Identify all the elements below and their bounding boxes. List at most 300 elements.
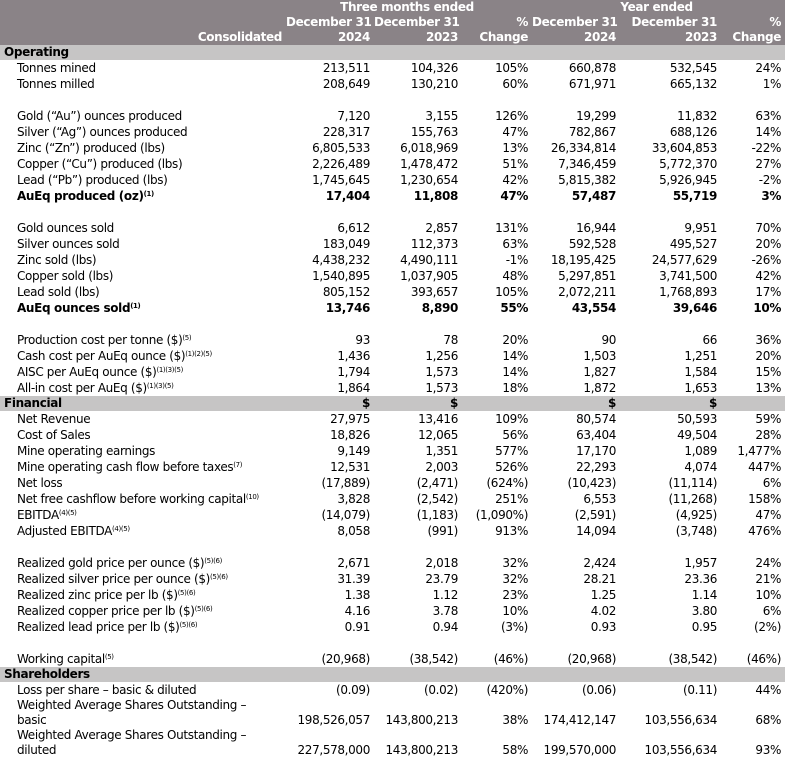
table-row-cash-cost-per-aueq-ounce xyxy=(0,348,785,364)
spacer-row xyxy=(0,316,785,332)
table-row-weighted-average-shares-outstanding-diluted xyxy=(0,728,785,758)
header-row-dates xyxy=(0,15,785,30)
table-row-silver-ounces-sold xyxy=(0,236,785,252)
cell-fy-change: 24% xyxy=(755,555,782,570)
col-header-q4-2024-date: December 31 xyxy=(286,15,374,30)
cell-fy-2024: 660,878 xyxy=(568,60,617,75)
cell-fy-2024: 4.02 xyxy=(590,603,617,618)
spacer-row xyxy=(0,92,785,108)
row-label xyxy=(0,651,286,667)
cell-q-change: 48% xyxy=(502,268,529,283)
cell-q4-2023: 143,800,213 xyxy=(385,713,458,727)
cell-q4-2023: 1,573 xyxy=(425,364,458,379)
cell-q4-2024: 8,058 xyxy=(337,523,370,538)
section-cell xyxy=(532,667,620,682)
section-cell xyxy=(721,45,785,60)
cell-q4-2023: 6,018,969 xyxy=(400,140,458,155)
cell-fy-2023: 50,593 xyxy=(677,411,718,426)
row-label-text: Realized lead price per lb ($) xyxy=(17,619,180,634)
cell-fy-2024: 782,867 xyxy=(568,124,617,139)
cell-q4-2023: 1,037,905 xyxy=(400,268,458,283)
row-label xyxy=(0,76,286,92)
cell-q4-2024: 1,436 xyxy=(337,348,370,363)
cell-q4-2023: 1,351 xyxy=(425,443,458,458)
cell-q-change: 63% xyxy=(502,236,529,251)
cell-q-change: (46%) xyxy=(493,651,529,666)
table-row-cost-of-sales xyxy=(0,427,785,443)
cell-q-change: 131% xyxy=(495,220,529,235)
cell-q-change: 913% xyxy=(495,523,529,538)
cell-fy-2023: 3.80 xyxy=(691,603,718,618)
cell-q4-2023: 112,373 xyxy=(410,236,458,251)
cell-fy-2023: 5,772,370 xyxy=(659,156,718,171)
cell-fy-change: 158% xyxy=(748,491,782,506)
footnote-ref: (5)(6) xyxy=(179,620,198,629)
cell-fy-2024: (0.06) xyxy=(582,682,617,697)
row-label xyxy=(0,332,286,348)
cell-q-change: 18% xyxy=(502,380,529,395)
cell-fy-2023: 49,504 xyxy=(677,427,718,442)
row-label-text: Cash cost per AuEq ounce ($) xyxy=(17,348,186,363)
table-row-realized-silver-price-per-ounce xyxy=(0,571,785,587)
cell-fy-2024: 592,528 xyxy=(568,236,617,251)
cell-fy-2023: 11,832 xyxy=(677,108,718,123)
cell-fy-2024: 5,297,851 xyxy=(558,268,617,283)
cell-q4-2023: 78 xyxy=(443,332,458,347)
table-row-lead-sold-lbs xyxy=(0,284,785,300)
section-cell xyxy=(532,45,620,60)
cell-fy-2023: 103,556,634 xyxy=(644,713,718,727)
cell-fy-2023: 495,527 xyxy=(669,236,718,251)
row-label-text: Net Revenue xyxy=(17,411,91,426)
cell-fy-change: 24% xyxy=(755,60,782,75)
table-row-weighted-average-shares-outstanding-basic xyxy=(0,698,785,728)
cell-q-change: 251% xyxy=(495,491,529,506)
cell-fy-2024: 6,553 xyxy=(583,491,617,506)
cell-fy-2023: 688,126 xyxy=(669,124,718,139)
row-label-text: Silver (“Ag”) ounces produced xyxy=(17,124,188,139)
cell-q-change: 105% xyxy=(495,60,529,75)
cell-fy-change: 13% xyxy=(755,380,782,395)
cell-fy-2023: 4,074 xyxy=(684,459,718,474)
cell-fy-change: 447% xyxy=(748,459,782,474)
row-label-text: Gold ounces sold xyxy=(17,220,114,235)
cell-fy-change: 59% xyxy=(755,411,782,426)
section-unit-q-change xyxy=(462,396,532,411)
section-shareholders xyxy=(0,667,785,682)
row-label xyxy=(0,268,286,284)
cell-fy-2024: 174,412,147 xyxy=(543,713,617,727)
cell-fy-change: 10% xyxy=(753,300,782,315)
cell-q-change: 126% xyxy=(495,108,529,123)
cell-q-change: 20% xyxy=(502,332,529,347)
cell-q4-2023: 143,800,213 xyxy=(385,743,458,757)
section-cell xyxy=(286,667,374,682)
row-label xyxy=(0,603,286,619)
table-row-production-cost-per-tonne xyxy=(0,332,785,348)
cell-fy-2023: 1.14 xyxy=(691,587,718,602)
table-row-copper-cu-produced-lbs xyxy=(0,156,785,172)
row-label-line2: diluted xyxy=(17,743,57,757)
cell-q4-2024: 208,649 xyxy=(322,76,370,91)
cell-fy-change: 6% xyxy=(762,603,782,618)
cell-q4-2024: 805,152 xyxy=(322,284,370,299)
table-row-lead-pb-produced-lbs xyxy=(0,172,785,188)
cell-q4-2024: 198,526,057 xyxy=(297,713,370,727)
cell-fy-change: 15% xyxy=(755,364,782,379)
footnote-ref: (1) xyxy=(143,189,154,198)
cell-fy-2024: 16,944 xyxy=(576,220,617,235)
row-label xyxy=(0,156,286,172)
cell-fy-2023: 1,584 xyxy=(684,364,718,379)
cell-fy-2024: 1,503 xyxy=(583,348,617,363)
col-header-fy-2024-year: 2024 xyxy=(532,30,620,45)
table-row-zinc-zn-produced-lbs xyxy=(0,140,785,156)
row-label-text: Adjusted EBITDA xyxy=(17,523,112,538)
row-label xyxy=(0,124,286,140)
cell-q4-2023: 393,657 xyxy=(410,284,458,299)
cell-q4-2023: 1.12 xyxy=(432,587,458,602)
cell-fy-2023: 9,951 xyxy=(684,220,718,235)
row-label xyxy=(0,728,286,758)
spacer-row xyxy=(0,539,785,555)
cell-q-change: (420%) xyxy=(486,682,529,697)
row-label-text: Copper sold (lbs) xyxy=(17,268,114,283)
row-label xyxy=(0,108,286,124)
cell-fy-2024: 17,170 xyxy=(576,443,617,458)
cell-q-change: 38% xyxy=(502,713,529,727)
cell-q4-2024: 1.38 xyxy=(344,587,370,602)
cell-fy-2023: 3,741,500 xyxy=(659,268,718,283)
row-label xyxy=(0,619,286,635)
cell-fy-change: 68% xyxy=(755,713,782,727)
section-financial xyxy=(0,396,785,411)
cell-fy-2024: 18,195,425 xyxy=(550,252,617,267)
cell-q-change: 58% xyxy=(502,743,529,757)
cell-q-change: 47% xyxy=(502,124,529,139)
cell-fy-2023: 1,653 xyxy=(684,380,718,395)
cell-fy-2024: 671,971 xyxy=(568,76,617,91)
cell-fy-2024: (2,591) xyxy=(574,507,617,522)
cell-q4-2023: (2,471) xyxy=(416,475,458,490)
row-label xyxy=(0,220,286,236)
row-label xyxy=(0,427,286,443)
cell-q4-2023: 2,857 xyxy=(425,220,458,235)
cell-q4-2024: 183,049 xyxy=(322,236,370,251)
row-label xyxy=(0,698,286,728)
cell-fy-2023: 1,251 xyxy=(684,348,718,363)
footnote-ref: (1)(3)(5) xyxy=(146,381,174,390)
row-label xyxy=(0,348,286,364)
cell-q-change: 56% xyxy=(502,427,529,442)
row-label xyxy=(0,60,286,76)
cell-fy-2023: (11,114) xyxy=(668,475,718,490)
row-label-text: Silver ounces sold xyxy=(17,236,120,251)
footnote-ref: (5)(6) xyxy=(177,588,196,597)
section-operating xyxy=(0,45,785,60)
row-label-text: Tonnes milled xyxy=(17,76,95,91)
cell-q4-2024: 4.16 xyxy=(344,603,370,618)
row-label xyxy=(0,380,286,396)
cell-fy-2023: (38,542) xyxy=(668,651,718,666)
cell-fy-2024: 2,424 xyxy=(583,555,617,570)
cell-q-change: (624%) xyxy=(486,475,529,490)
cell-fy-change: (46%) xyxy=(746,651,782,666)
cell-fy-change: (2%) xyxy=(754,619,782,634)
cell-fy-2023: (0.11) xyxy=(683,682,718,697)
cell-fy-2024: 1,827 xyxy=(583,364,617,379)
row-label-text: Loss per share – basic & diluted xyxy=(17,682,197,697)
cell-fy-2024: 14,094 xyxy=(576,523,617,538)
row-label xyxy=(0,571,286,587)
cell-fy-2024: 80,574 xyxy=(576,411,617,426)
cell-q4-2023: 12,065 xyxy=(418,427,458,442)
cell-fy-2024: 2,072,211 xyxy=(558,284,617,299)
row-label-text: All-in cost per AuEq ($) xyxy=(17,380,147,395)
cell-fy-change: 21% xyxy=(755,571,782,586)
consolidated-label: Consolidated xyxy=(0,30,286,45)
table-row-ebitda xyxy=(0,507,785,523)
cell-fy-2024: (10,423) xyxy=(567,475,617,490)
cell-fy-2023: 66 xyxy=(702,332,718,347)
cell-fy-change: -26% xyxy=(751,252,782,267)
cell-q4-2024: 4,438,232 xyxy=(312,252,370,267)
row-label xyxy=(0,507,286,523)
cell-q4-2024: 1,540,895 xyxy=(312,268,370,283)
cell-q4-2024: 17,404 xyxy=(325,188,370,203)
col-header-fy-2024-date: December 31 xyxy=(532,15,620,30)
cell-q4-2023: 23.79 xyxy=(425,571,458,586)
cell-fy-2023: 1,768,893 xyxy=(659,284,718,299)
cell-q4-2024: 6,612 xyxy=(337,220,370,235)
cell-q-change: 109% xyxy=(495,411,529,426)
section-label: Operating xyxy=(0,45,286,60)
cell-q4-2023: 2,003 xyxy=(425,459,458,474)
row-label-text: Net free cashflow before working capital xyxy=(17,491,246,506)
table-row-net-revenue xyxy=(0,411,785,427)
col-header-fy-change-pct: % xyxy=(721,15,785,30)
table-row-tonnes-milled xyxy=(0,76,785,92)
table-row-realized-zinc-price-per-lb xyxy=(0,587,785,603)
cell-q4-2023: 1,478,472 xyxy=(400,156,458,171)
cell-q4-2024: 12,531 xyxy=(330,459,370,474)
cell-fy-2024: 0.93 xyxy=(590,619,617,634)
section-cell xyxy=(286,45,374,60)
row-label-text: Cost of Sales xyxy=(17,427,91,442)
cell-fy-2023: 39,646 xyxy=(672,300,718,315)
cell-q4-2023: 2,018 xyxy=(425,555,458,570)
cell-fy-change: 20% xyxy=(755,236,782,251)
footnote-ref: (5)(6) xyxy=(210,572,228,581)
cell-fy-change: 6% xyxy=(762,475,782,490)
cell-q4-2023: 1,230,654 xyxy=(400,172,458,187)
section-cell xyxy=(620,45,721,60)
cell-q4-2023: (2,542) xyxy=(416,491,458,506)
section-unit-q4-2024: $ xyxy=(286,396,374,411)
col-header-q4-2023-date: December 31 xyxy=(374,15,462,30)
cell-q-change: (1,090%) xyxy=(475,507,529,522)
cell-q4-2024: 93 xyxy=(355,332,370,347)
row-label-text: Lead (“Pb”) produced (lbs) xyxy=(17,172,168,187)
col-header-q4-2023-year: 2023 xyxy=(374,30,462,45)
row-label xyxy=(0,523,286,539)
cell-fy-2023: (4,925) xyxy=(675,507,718,522)
table-row-aueq-ounces-sold xyxy=(0,300,785,316)
footnote-ref: (10) xyxy=(245,492,259,501)
cell-q4-2023: 4,490,111 xyxy=(400,252,458,267)
cell-fy-2023: (3,748) xyxy=(675,523,718,538)
table-row-mine-operating-cash-flow-before-taxes xyxy=(0,459,785,475)
cell-fy-2024: 28.21 xyxy=(583,571,617,586)
cell-q4-2023: 1,573 xyxy=(425,380,458,395)
table-row-gold-au-ounces-produced xyxy=(0,108,785,124)
cell-fy-2024: 43,554 xyxy=(571,300,617,315)
cell-q4-2024: (0.09) xyxy=(336,682,370,697)
cell-fy-change: 476% xyxy=(748,523,782,538)
cell-fy-2024: 199,570,000 xyxy=(543,743,617,757)
cell-fy-change: 28% xyxy=(755,427,782,442)
cell-fy-change: 27% xyxy=(755,156,782,171)
cell-fy-2023: 24,577,629 xyxy=(651,252,718,267)
table-row-net-free-cashflow-before-working-capital xyxy=(0,491,785,507)
cell-q4-2024: 3,828 xyxy=(337,491,370,506)
cell-q4-2023: 1,256 xyxy=(425,348,458,363)
cell-q4-2023: 3.78 xyxy=(432,603,458,618)
cell-fy-2023: 103,556,634 xyxy=(644,743,718,757)
section-label: Financial xyxy=(0,396,286,411)
table-row-gold-ounces-sold xyxy=(0,220,785,236)
row-label-text: EBITDA xyxy=(17,507,59,522)
row-label xyxy=(0,252,286,268)
cell-fy-2024: 57,487 xyxy=(571,188,617,203)
row-label xyxy=(0,587,286,603)
cell-fy-2023: 1,957 xyxy=(684,555,718,570)
cell-fy-2024: 22,293 xyxy=(576,459,617,474)
row-label-text: Production cost per tonne ($) xyxy=(17,332,183,347)
table-row-adjusted-ebitda xyxy=(0,523,785,539)
cell-fy-change: -2% xyxy=(758,172,782,187)
section-cell xyxy=(462,667,532,682)
cell-fy-2024: 26,334,814 xyxy=(550,140,617,155)
footnote-ref: (5)(6) xyxy=(204,556,222,565)
footnote-ref: (1)(3)(5) xyxy=(156,365,184,374)
cell-fy-change: 20% xyxy=(755,348,782,363)
row-label-text: Mine operating earnings xyxy=(17,443,156,458)
cell-fy-2023: 1,089 xyxy=(684,443,718,458)
section-unit-fy-2023: $ xyxy=(620,396,721,411)
cell-fy-change: 3% xyxy=(761,188,782,203)
footnote-ref: (5) xyxy=(104,652,114,661)
row-label-text: AISC per AuEq ounce ($) xyxy=(17,364,157,379)
cell-fy-change: 10% xyxy=(755,587,782,602)
cell-q-change: 47% xyxy=(500,188,529,203)
row-label xyxy=(0,475,286,491)
cell-q-change: 526% xyxy=(495,459,529,474)
cell-fy-change: 63% xyxy=(755,108,782,123)
row-label-text: Realized gold price per ounce ($) xyxy=(17,555,205,570)
cell-q4-2023: 0.94 xyxy=(432,619,458,634)
section-unit-fy-change xyxy=(721,396,785,411)
row-label-text: Copper (“Cu”) produced (lbs) xyxy=(17,156,183,171)
cell-q4-2023: 3,155 xyxy=(425,108,458,123)
row-label-text: Lead sold (lbs) xyxy=(17,284,100,299)
row-label-text: Realized copper price per lb ($) xyxy=(17,603,195,618)
cell-q4-2024: 31.39 xyxy=(337,571,370,586)
cell-q-change: 60% xyxy=(502,76,529,91)
col-header-fy-2023-year: 2023 xyxy=(620,30,721,45)
row-label xyxy=(0,364,286,380)
cell-q4-2023: 155,763 xyxy=(410,124,458,139)
cell-fy-2023: 0.95 xyxy=(691,619,718,634)
cell-fy-change: 47% xyxy=(755,507,782,522)
footnote-ref: (7) xyxy=(233,460,243,469)
cell-fy-2024: (20,968) xyxy=(567,651,617,666)
cell-fy-2023: 665,132 xyxy=(669,76,718,91)
row-label-line1: Weighted Average Shares Outstanding – xyxy=(17,728,247,742)
row-label xyxy=(0,140,286,156)
cell-q4-2024: 7,120 xyxy=(337,108,370,123)
cell-q-change: 105% xyxy=(495,284,529,299)
section-cell xyxy=(462,45,532,60)
cell-q4-2024: 1,864 xyxy=(337,380,370,395)
table-row-mine-operating-earnings xyxy=(0,443,785,459)
cell-q4-2024: (20,968) xyxy=(321,651,370,666)
cell-q4-2024: 228,317 xyxy=(322,124,370,139)
row-label-text: Working capital xyxy=(17,651,105,666)
cell-q4-2024: 0.91 xyxy=(344,619,370,634)
cell-fy-change: 1% xyxy=(762,76,782,91)
row-label-text: Net loss xyxy=(17,475,63,490)
cell-fy-2023: 55,719 xyxy=(672,188,718,203)
cell-q4-2024: 213,511 xyxy=(322,60,370,75)
col-header-q-change: Change xyxy=(462,30,532,45)
section-cell xyxy=(721,667,785,682)
cell-q-change: 51% xyxy=(502,156,529,171)
row-label xyxy=(0,188,286,204)
cell-q4-2023: (1,183) xyxy=(416,507,458,522)
section-cell xyxy=(620,667,721,682)
row-label-text: Mine operating cash flow before taxes xyxy=(17,459,234,474)
table-row-silver-ag-ounces-produced xyxy=(0,124,785,140)
cell-q4-2024: 18,826 xyxy=(330,427,370,442)
year-ended-header: Year ended xyxy=(532,0,785,15)
cell-fy-2023: 23.36 xyxy=(684,571,718,586)
row-label-line1: Weighted Average Shares Outstanding – xyxy=(17,698,247,712)
table-row-aueq-produced-oz xyxy=(0,188,785,204)
cell-fy-change: 44% xyxy=(755,682,782,697)
row-label-text: AuEq ounces sold xyxy=(17,300,131,315)
table-row-tonnes-mined xyxy=(0,60,785,76)
footnote-ref: (4)(5) xyxy=(112,524,130,533)
cell-fy-2024: 19,299 xyxy=(576,108,617,123)
cell-fy-2024: 90 xyxy=(601,332,617,347)
table-row-copper-sold-lbs xyxy=(0,268,785,284)
cell-q-change: (3%) xyxy=(501,619,529,634)
cell-fy-change: 14% xyxy=(755,124,782,139)
cell-q-change: 23% xyxy=(502,587,529,602)
cell-q4-2023: (38,542) xyxy=(409,651,458,666)
table-row-net-loss xyxy=(0,475,785,491)
table-row-realized-gold-price-per-ounce xyxy=(0,555,785,571)
row-label-text: Realized zinc price per lb ($) xyxy=(17,587,178,602)
cell-q-change: 14% xyxy=(502,348,529,363)
cell-fy-change: 42% xyxy=(755,268,782,283)
cell-q4-2023: 8,890 xyxy=(421,300,458,315)
row-label-text: Tonnes mined xyxy=(17,60,96,75)
row-label xyxy=(0,284,286,300)
section-label: Shareholders xyxy=(0,667,286,682)
cell-fy-2024: 7,346,459 xyxy=(558,156,617,171)
